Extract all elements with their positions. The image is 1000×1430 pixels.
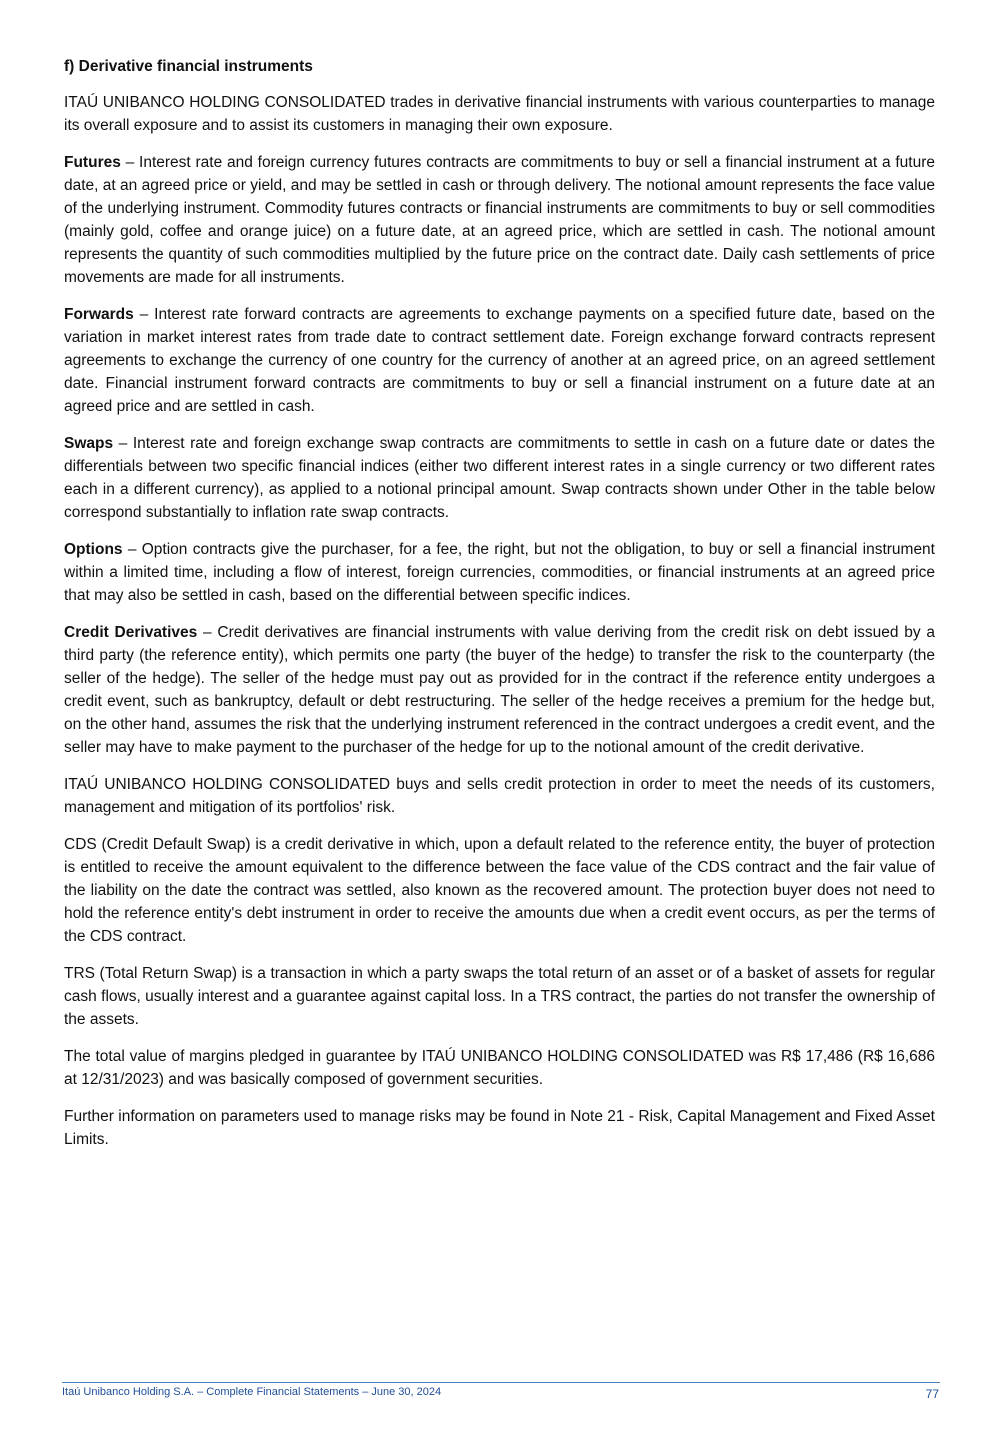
term-credit-derivatives: Credit Derivatives bbox=[64, 624, 198, 641]
term-futures: Futures bbox=[64, 154, 121, 171]
term-swaps: Swaps bbox=[64, 435, 114, 452]
page-footer bbox=[62, 1382, 940, 1401]
paragraph-futures bbox=[64, 151, 935, 289]
paragraph-trs: TRS (Total Return Swap) is a transaction in which a party swaps the total return of an asset or of a basket of assets for regular cash flows, usually interest and a guarantee against capital loss. In a TRS contract, the parties do not transfer the ownership of the assets. bbox=[64, 965, 935, 1028]
paragraph-cds: CDS (Credit Default Swap) is a credit derivative in which, upon a default related to the reference entity, the buyer of protection is entitled to receive the amount equivalent to the difference between the face value of the CDS contract and the fair value of the liability on the date the contract was settled, also known as the recovered amount. The protection buyer does not need to hold the reference entity's debt instrument in order to receive the amounts due when a credit event occurs, as per the terms of the CDS contract. bbox=[64, 836, 935, 945]
section-heading: f) Derivative financial instruments bbox=[64, 58, 313, 75]
swaps-text: – Interest rate and foreign exchange swap contracts are commitments to settle in cash on a future date or dates the differentials between two specific financial indices (either two different interest rates in a single currency or two different rates each in a different currency), as applied to a notional principal amount. Swap contracts shown under Other in the table below correspond substantially to inflation rate swap contracts. bbox=[64, 435, 935, 521]
term-options: Options bbox=[64, 541, 123, 558]
document-body bbox=[64, 55, 935, 1165]
paragraph-forwards bbox=[64, 303, 935, 418]
paragraph-credit-derivatives bbox=[64, 621, 935, 759]
term-forwards: Forwards bbox=[64, 306, 134, 323]
paragraph-margins: The total value of margins pledged in guarantee by ITAÚ UNIBANCO HOLDING CONSOLIDATED was R$ 17,486 (R$ 16,686 at 12/31/2023) and was basically composed of government securities. bbox=[64, 1048, 935, 1088]
page-number: 77 bbox=[925, 1387, 939, 1401]
futures-text: – Interest rate and foreign currency futures contracts are commitments to buy or sell a financial instrument at a future date, at an agreed price or yield, and may be settled in cash or through delivery. The notional amount represents the face value of the underlying instrument. Commodity futures contracts or financial instruments are commitments to buy or sell commodities (mainly gold, coffee and orange juice) on a future date, at an agreed price, which are settled in cash. The notional amount represents the quantity of such commodities multiplied by the future price on the contract date. Daily cash settlements of price movements are made for all instruments. bbox=[64, 154, 935, 286]
footer-document-title: Itaú Unibanco Holding S.A. – Complete Financial Statements – June 30, 2024 bbox=[62, 1386, 442, 1398]
credit-derivatives-text: – Credit derivatives are financial instruments with value deriving from the credit risk on debt issued by a third party (the reference entity), which permits one party (the buyer of the hedge) to transfer the risk to the counterparty (the seller of the hedge). The seller of the hedge must pay out as provided for in the contract if the reference entity undergoes a credit event, such as bankruptcy, default or debt restructuring. The seller of the hedge receives a premium for the hedge but, on the other hand, assumes the risk that the underlying instrument referenced in the contract undergoes a credit event, and the seller may have to make payment to the purchaser of the hedge for up to the notional amount of the credit derivative. bbox=[64, 624, 935, 756]
options-text: – Option contracts give the purchaser, for a fee, the right, but not the obligation, to buy or sell a financial instrument within a limited time, including a flow of interest, foreign currencies, commodities, or financial instruments at an agreed price that may also be settled in cash, based on the differential between specific indices. bbox=[64, 541, 935, 604]
paragraph-credit-protection: ITAÚ UNIBANCO HOLDING CONSOLIDATED buys and sells credit protection in order to meet the needs of its customers, management and mitigation of its portfolios' risk. bbox=[64, 776, 935, 816]
paragraph-intro: ITAÚ UNIBANCO HOLDING CONSOLIDATED trades in derivative financial instruments with various counterparties to manage its overall exposure and to assist its customers in managing their own exposure. bbox=[64, 94, 935, 134]
paragraph-options bbox=[64, 538, 935, 607]
paragraph-further-info: Further information on parameters used to manage risks may be found in Note 21 - Risk, Capital Management and Fixed Asset Limits. bbox=[64, 1108, 935, 1148]
forwards-text: – Interest rate forward contracts are agreements to exchange payments on a specified future date, based on the variation in market interest rates from trade date to contract settlement date. Foreign exchange forward contracts represent agreements to exchange the currency of one country for the currency of another at an agreed price, on an agreed settlement date. Financial instrument forward contracts are commitments to buy or sell a financial instrument on a future date at an agreed price and are settled in cash. bbox=[64, 306, 935, 415]
paragraph-swaps bbox=[64, 432, 935, 524]
